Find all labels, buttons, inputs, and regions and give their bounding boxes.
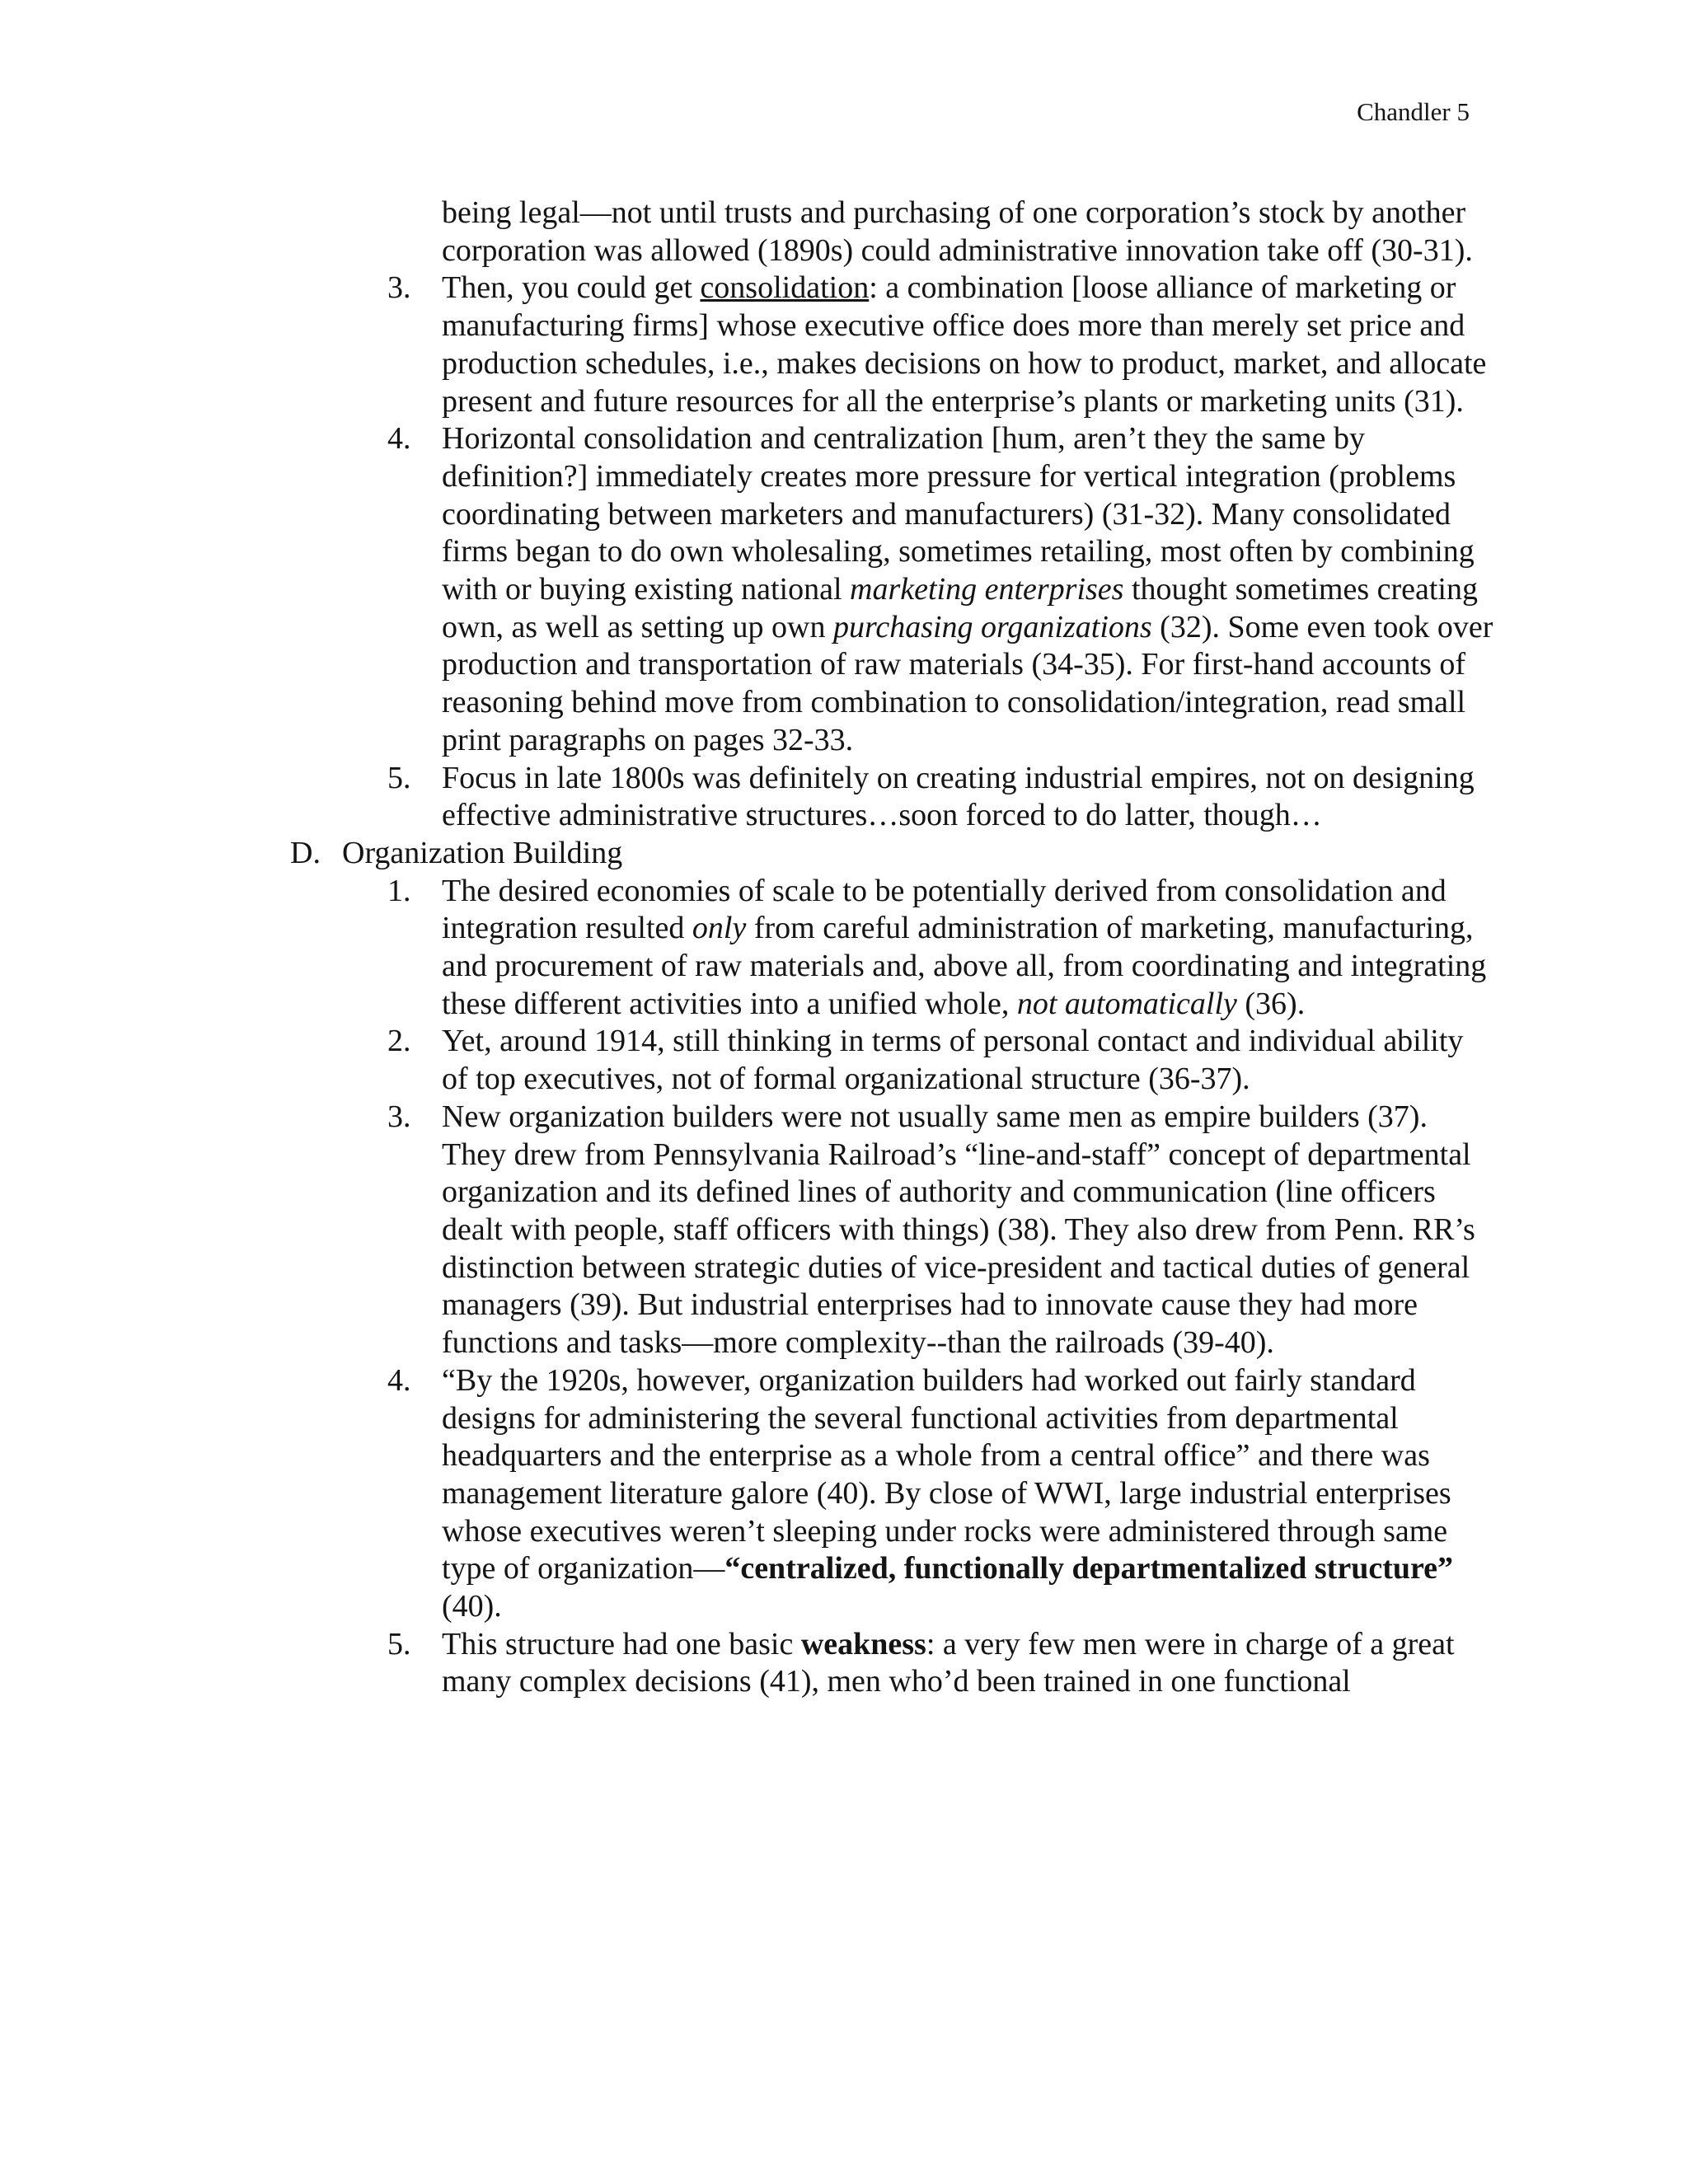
list-number: 3. [387, 270, 411, 306]
section-title: Organization Building [342, 835, 623, 870]
page-header: Chandler 5 [1357, 97, 1470, 126]
list-number: 5. [387, 1626, 411, 1661]
list-item-c4: 4. Horizontal consolidation and centralization [hum, aren’t they the same by definition?] immediately creates more pressure for vertical integration (problems coordinating between marketers and manufacturers) (31-32). Many consolidated firms began to do own wholesaling, sometimes retailing, most often by combining with or buying existing national marketing enterprises thought sometimes creating own, as well as setting up own purchasing organizations (32). Some even took over production and transportation of raw materials (34-35). For first-hand accounts of reasoning behind move from combination to consolidation/integration, read small print paragraphs on pages 32-33. [387, 421, 1493, 757]
underlined-term: consolidation [700, 270, 870, 306]
list-number: 4. [387, 1362, 411, 1398]
italic-term: only [692, 911, 747, 946]
italic-term: marketing enterprises [850, 572, 1124, 607]
list-item-c3: 3. Then, you could get consolidation: a combination [loose alliance of marketing or manufacturing firms] whose executive office does more than merely set price and production schedules, i.e., makes decisions on how to product, market, and allocate present and future resources for all the enterprise’s plants or marketing units (31). [387, 270, 1487, 419]
list-number: 1. [387, 873, 411, 908]
bold-term: “centralized, functionally departmentalized structure” [724, 1551, 1454, 1586]
list-item-d4: 4. “By the 1920s, however, organization builders had worked out fairly standard designs for administering the several functional activities from departmental headquarters and the enterprise as a whole from a central office” and there was management literature galore (40). By close of WWI, large industrial enterprises whose executives weren’t sleeping under rocks were administered through same type of organization—“centralized, functionally departmentalized structure” (40). [387, 1362, 1454, 1624]
italic-term: not automatically [1016, 986, 1237, 1021]
document-body [290, 194, 1493, 1701]
list-item-d1: 1. The desired economies of scale to be potentially derived from consolidation and integration resulted only from careful administration of marketing, manufacturing, and procurement of raw materials and, above all, from coordinating and integrating these different activities into a unified whole, not automatically (36). [387, 873, 1487, 1021]
continuation-paragraph: being legal—not until trusts and purchasing of one corporation’s stock by another corporation was allowed (1890s) could administrative innovation take off (30-31). [442, 195, 1473, 268]
list-item-c5: 5. Focus in late 1800s was definitely on creating industrial empires, not on designing effective administrative structures…soon forced to do latter, though… [387, 760, 1475, 833]
list-number: 4. [387, 421, 411, 457]
section-letter: D. [290, 835, 321, 870]
list-item-d3: 3. New organization builders were not usually same men as empire builders (37). They drew from Pennsylvania Railroad’s “line-and-staff” concept of departmental organization and its defined lines of authority and communication (line officers dealt with people, staff officers with things) (38). They also drew from Penn. RR’s distinction between strategic duties of vice-president and tactical duties of general managers (39). But industrial enterprises had to innovate cause they had more functions and tasks—more complexity--than the railroads (39-40). [387, 1099, 1475, 1361]
bold-term: weakness [800, 1626, 926, 1661]
list-item-d2: 2. Yet, around 1914, still thinking in terms of personal contact and individual ability of top executives, not of formal organizational structure (36-37). [387, 1024, 1464, 1097]
list-number: 2. [387, 1024, 411, 1059]
list-number: 5. [387, 760, 411, 795]
list-number: 3. [387, 1099, 411, 1134]
italic-term: purchasing organizations [832, 609, 1152, 644]
section-d-heading [290, 835, 1493, 873]
list-item-d5: 5. This structure had one basic weakness: a very few men were in charge of a great many complex decisions (41), men who’d been trained in one functional [387, 1626, 1455, 1699]
